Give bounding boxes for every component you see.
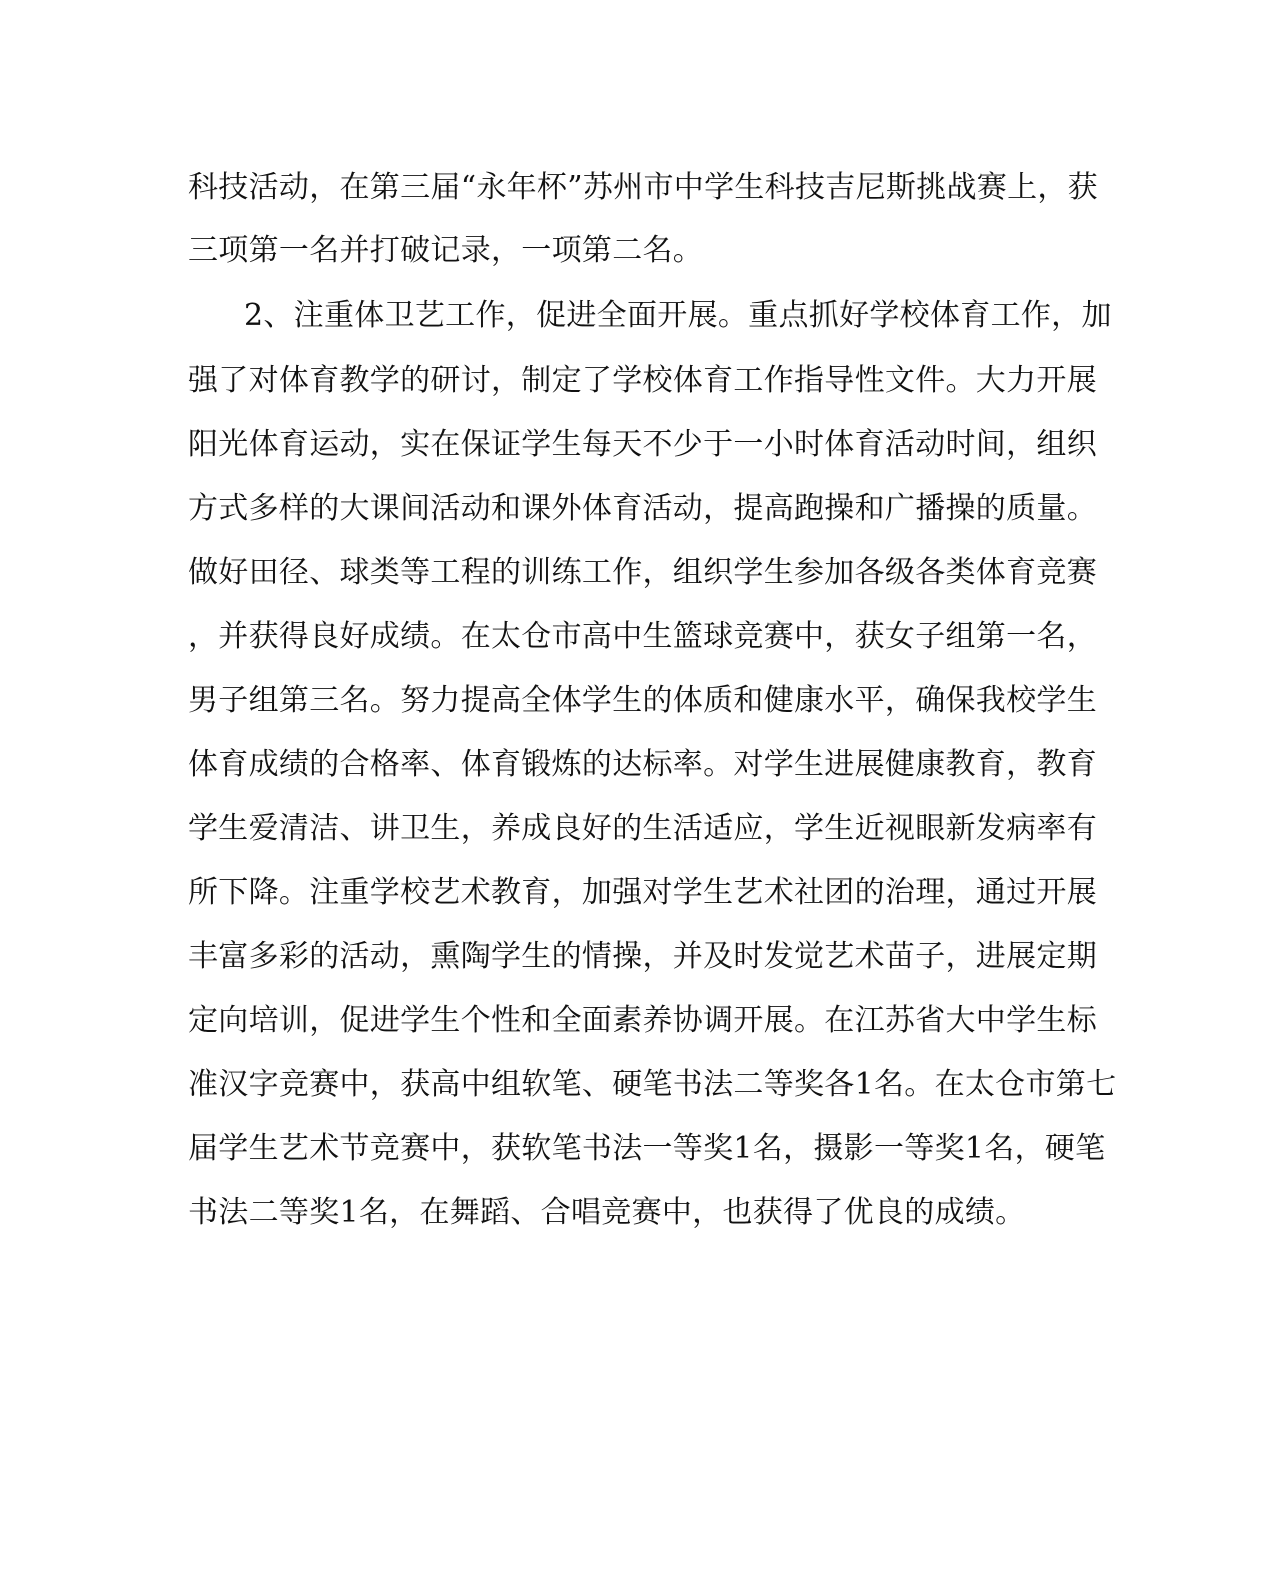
text-line-10: 体育成绩的合格率、体育锻炼的达标率。对学生进展健康教育，教育 bbox=[188, 747, 1097, 782]
text-line-7: 做好田径、球类等工程的训练工作，组织学生参加各级各类体育竞赛 bbox=[188, 555, 1097, 590]
text-line-5: 阳光体育运动，实在保证学生每天不少于一小时体育活动时间，组织 bbox=[188, 427, 1097, 462]
text-line-6: 方式多样的大课间活动和课外体育活动，提高跑操和广播操的质量。 bbox=[188, 491, 1097, 526]
text-line-14: 定向培训，促进学生个性和全面素养协调开展。在江苏省大中学生标 bbox=[188, 1003, 1097, 1038]
text-line-4: 强了对体育教学的研讨，制定了学校体育工作指导性文件。大力开展 bbox=[188, 363, 1097, 398]
text-line-9: 男子组第三名。努力提高全体学生的体质和健康水平，确保我校学生 bbox=[188, 683, 1097, 718]
text-line-8: ，并获得良好成绩。在太仓市高中生篮球竞赛中，获女子组第一名， bbox=[188, 619, 1097, 654]
text-line-11: 学生爱清洁、讲卫生，养成良好的生活适应，学生近视眼新发病率有 bbox=[188, 811, 1097, 846]
text-line-17: 书法二等奖1名，在舞蹈、合唱竞赛中，也获得了优良的成绩。 bbox=[188, 1195, 1026, 1230]
text-line-2: 三项第一名并打破记录，一项第二名。 bbox=[188, 233, 704, 268]
text-line-3: 2、注重体卫艺工作，促进全面开展。重点抓好学校体育工作，加 bbox=[244, 298, 1112, 333]
text-line-15: 准汉字竞赛中，获高中组软笔、硬笔书法二等奖各1名。在太仓市第七 bbox=[188, 1067, 1117, 1102]
text-line-13: 丰富多彩的活动，熏陶学生的情操，并及时发觉艺术苗子，进展定期 bbox=[188, 939, 1097, 974]
text-line-1: 科技活动，在第三届“永年杯”苏州市中学生科技吉尼斯挑战赛上，获 bbox=[188, 170, 1098, 205]
text-line-16: 届学生艺术节竞赛中，获软笔书法一等奖1名，摄影一等奖1名，硬笔 bbox=[188, 1131, 1106, 1166]
text-line-12: 所下降。注重学校艺术教育，加强对学生艺术社团的治理，通过开展 bbox=[188, 875, 1097, 910]
